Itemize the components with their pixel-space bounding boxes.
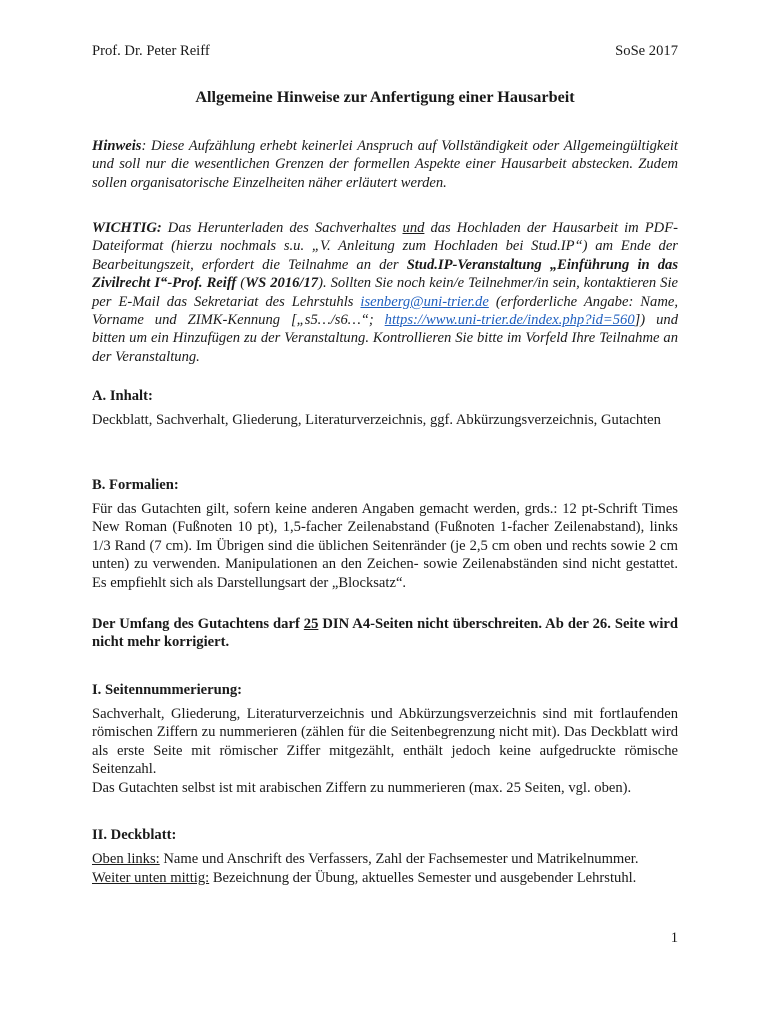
hinweis-text: : Diese Aufzählung erhebt keinerlei Anspruch auf Vollständigkeit oder Allgemeingültigkeit und soll nur die wesentlichen Grenzen der formellen Aspekte einer Hausarbeit abstecken. Zudem sollen organisatorische Einzelheiten näher erläutert werden. xyxy=(92,138,678,191)
umfang-page-limit: 25 xyxy=(303,616,319,632)
section-ii-heading: II. Deckblatt: xyxy=(92,827,177,843)
wichtig-text-3: ( xyxy=(236,275,246,292)
unten-mittig-text: Bezeichnung der Übung, aktuelles Semester und ausgebender Lehrstuhl. xyxy=(209,870,637,886)
section-i-heading: I. Seitennummerierung: xyxy=(92,682,242,698)
umfang-text-2: DIN A4-Seiten nicht überschreiten. Ab der 26. Seite wird nicht mehr korrigiert. xyxy=(92,616,678,651)
section-i-text-1: Sachverhalt, Gliederung, Literaturverzeichnis und Abkürzungsverzeichnis sind mit fortlaufenden römischen Ziffern zu nummerieren (zählen für die Seitenbegrenzung nicht mit). Das Deckblatt wird als erste Seite mit römischer Ziffer mitgezählt, enthält jedoch keine aufgedruckte römische Seitenzahl. xyxy=(92,706,678,778)
wichtig-text-6: ]) und bitten um ein Hinzufügen zu der Veranstaltung. Kontrollieren Sie bitte im Vorfeld Ihre Teilnahme an der Veranstaltung. xyxy=(92,312,678,365)
wichtig-text-4: ). Sollten Sie noch kein/e Teilnehmer/in sein, kontaktieren Sie per E-Mail das Sekretariat des Lehrstuhls xyxy=(92,275,678,310)
hinweis-label: Hinweis xyxy=(92,138,142,154)
umfang-notice xyxy=(92,615,678,652)
section-ii-line-1 xyxy=(92,850,678,868)
wichtig-term: WS 2016/17 xyxy=(245,275,319,292)
section-a-heading: A. Inhalt: xyxy=(92,388,153,404)
section-a-text: Deckblatt, Sachverhalt, Gliederung, Literaturverzeichnis, ggf. Abkürzungsverzeichnis, Gutachten xyxy=(92,412,661,428)
section-b-text: Für das Gutachten gilt, sofern keine anderen Angaben gemacht werden, grds.: 12 pt-Schrift Times New Roman (Fußnoten 10 pt), 1,5-facher Zeilenabstand (Fußnoten 1-facher Zeilenabstand), links 1/3 Rand (7 cm). Im Übrigen sind die üblichen Seitenränder (je 2,5 cm oben und rechts sowie 2 cm unten) zu verwenden. Manipulationen an den Zeichen- sowie Zeilenabständen sind nicht gestattet. Es empfiehlt sich als Darstellungsart der „Blocksatz“. xyxy=(92,501,678,591)
oben-links-label: Oben links: xyxy=(92,851,160,867)
wichtig-text-5: (erforderliche Angabe: Name, Vorname und ZIMK-Kennung [„s5…/s6…“; xyxy=(92,293,679,329)
section-b-heading: B. Formalien: xyxy=(92,477,179,493)
hinweis-paragraph xyxy=(92,137,678,192)
header-semester: SoSe 2017 xyxy=(615,43,678,59)
wichtig-und: und xyxy=(402,220,425,236)
document-title: Allgemeine Hinweise zur Anfertigung einer Hausarbeit xyxy=(195,88,575,106)
wichtig-label: WICHTIG: xyxy=(92,220,162,236)
wichtig-text-2: das Hochladen der Hausarbeit im PDF-Dateiformat (hierzu nochmals s.u. „V. Anleitung zum Hochladen bei Stud.IP“) am Ende der Bearbeitungszeit, erfordert die Teilnahme an der xyxy=(92,220,678,273)
wichtig-course-name: Stud.IP-Veranstaltung „Einführung in das Zivilrecht I“-Prof. Reiff xyxy=(92,256,678,292)
section-i-text-2: Das Gutachten selbst ist mit arabischen Ziffern zu nummerieren (max. 25 Seiten, vgl. oben). xyxy=(92,780,632,796)
wichtig-paragraph xyxy=(92,219,678,366)
oben-links-text: Name und Anschrift des Verfassers, Zahl der Fachsemester und Matrikelnummer. xyxy=(159,851,639,867)
email-link[interactable]: isenberg@uni-trier.de xyxy=(360,293,489,310)
wichtig-text-1: Das Herunterladen des Sachverhaltes xyxy=(161,220,403,236)
website-link[interactable]: https://www.uni-trier.de/index.php?id=560 xyxy=(384,312,635,329)
page-number: 1 xyxy=(670,930,678,946)
header-author: Prof. Dr. Peter Reiff xyxy=(92,43,210,59)
umfang-text-1: Der Umfang des Gutachtens darf xyxy=(92,616,304,632)
unten-mittig-label: Weiter unten mittig: xyxy=(92,870,210,886)
section-ii-line-2 xyxy=(92,869,678,887)
